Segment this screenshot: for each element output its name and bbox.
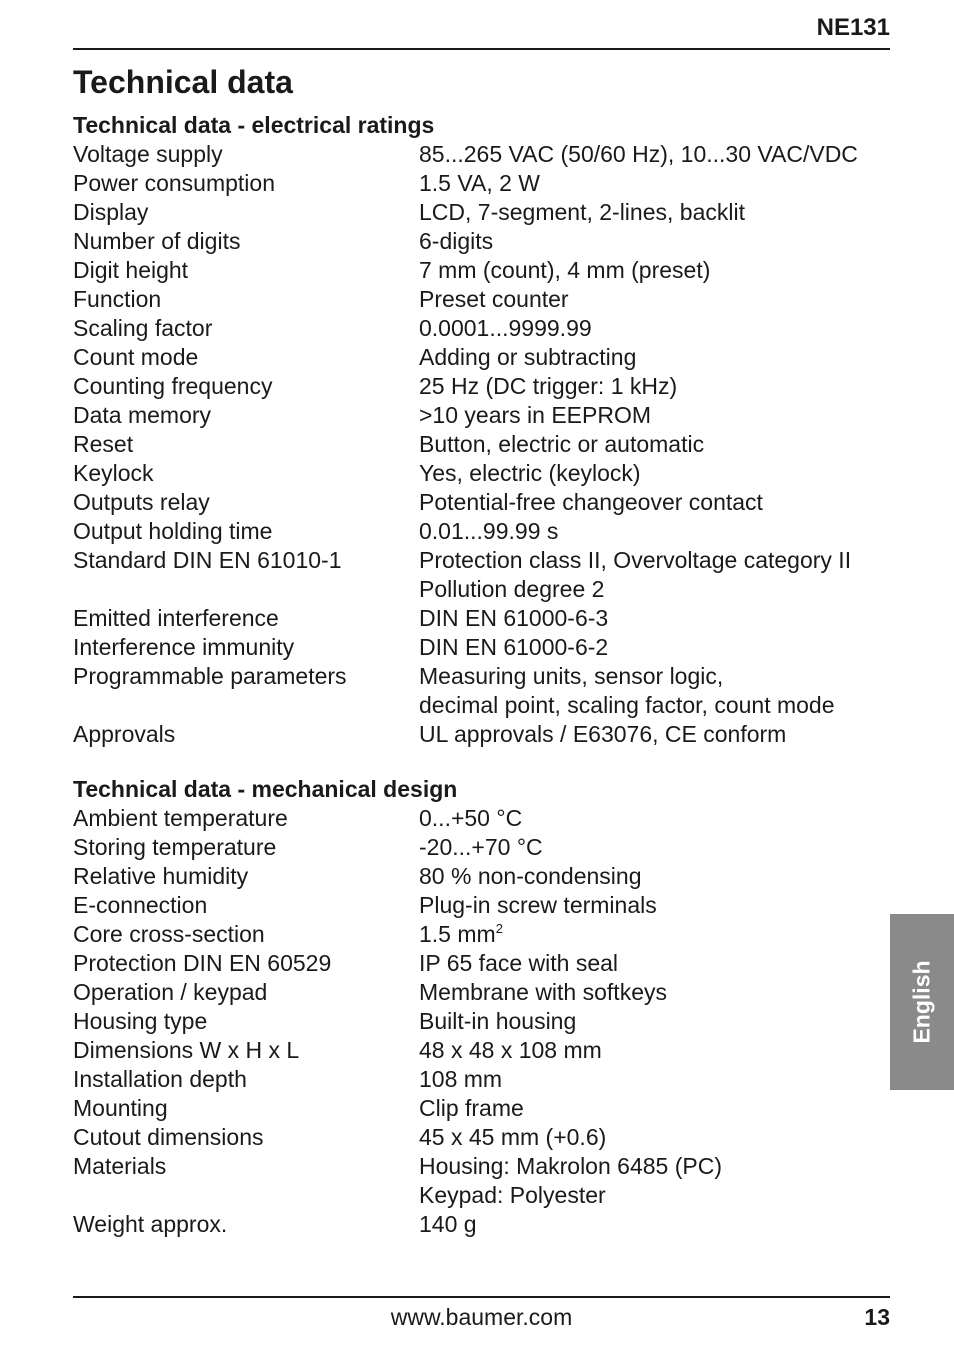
spec-row	[73, 140, 903, 169]
spec-value	[419, 401, 903, 430]
spec-value	[419, 833, 903, 862]
spec-value	[419, 949, 903, 978]
spec-value	[419, 1210, 903, 1239]
spec-value	[419, 314, 903, 343]
spec-row	[73, 198, 903, 227]
spec-row	[73, 1210, 903, 1239]
spec-value-line: Button, electric or automatic	[419, 431, 705, 457]
spec-row	[73, 662, 903, 720]
spec-value-line: -20...+70 °C	[419, 834, 543, 860]
spec-value	[419, 1152, 903, 1210]
spec-value-line: UL approvals / E63076, CE conform	[419, 721, 787, 747]
spec-value	[419, 459, 903, 488]
spec-row	[73, 343, 903, 372]
spec-label: Output holding time	[73, 518, 273, 544]
spec-value-line: 7 mm (count), 4 mm (preset)	[419, 257, 711, 283]
spec-value-line: 1.5 VA, 2 W	[419, 170, 541, 196]
spec-value-line	[419, 920, 903, 949]
page-number: 13	[864, 1304, 890, 1330]
spec-value-line: 85...265 VAC (50/60 Hz), 10...30 VAC/VDC	[419, 141, 858, 167]
spec-value	[419, 430, 903, 459]
spec-value	[419, 804, 903, 833]
spec-value-line: >10 years in EEPROM	[419, 402, 652, 428]
spec-value-line: 108 mm	[419, 1066, 503, 1092]
spec-row	[73, 517, 903, 546]
spec-label: Display	[73, 199, 149, 225]
spec-value	[419, 1123, 903, 1152]
spec-value	[419, 891, 903, 920]
spec-value-line: Yes, electric (keylock)	[419, 460, 641, 486]
spec-value	[419, 517, 903, 546]
spec-value-line: 25 Hz (DC trigger: 1 kHz)	[419, 373, 678, 399]
spec-value-text: 1.5 mm	[419, 921, 496, 947]
page-header	[73, 12, 890, 50]
spec-value-line: Membrane with softkeys	[419, 979, 667, 1005]
spec-value-line: 6-digits	[419, 228, 494, 254]
spec-row	[73, 488, 903, 517]
spec-label: Function	[73, 286, 162, 312]
spec-row	[73, 891, 903, 920]
spec-table	[73, 804, 903, 1239]
spec-value	[419, 604, 903, 633]
spec-row	[73, 1036, 903, 1065]
spec-label: Installation depth	[73, 1066, 247, 1092]
spec-label: Emitted interference	[73, 605, 279, 631]
spec-row	[73, 1123, 903, 1152]
spec-value	[419, 1065, 903, 1094]
spec-row	[73, 169, 903, 198]
spec-label: Power consumption	[73, 170, 275, 196]
spec-label: Mounting	[73, 1095, 168, 1121]
spec-value-line: Keypad: Polyester	[419, 1182, 606, 1208]
spec-value	[419, 1036, 903, 1065]
spec-value	[419, 169, 903, 198]
spec-value-line: Potential-free changeover contact	[419, 489, 763, 515]
spec-value-line: Housing: Makrolon 6485 (PC)	[419, 1153, 722, 1179]
spec-label: Programmable parameters	[73, 663, 347, 689]
spec-value	[419, 372, 903, 401]
spec-label: Core cross-section	[73, 921, 265, 947]
spec-value	[419, 633, 903, 662]
spec-row	[73, 604, 903, 633]
language-tab[interactable]	[890, 914, 954, 1090]
spec-label: Approvals	[73, 721, 176, 747]
spec-label: Housing type	[73, 1008, 208, 1034]
spec-row	[73, 459, 903, 488]
spec-table	[73, 140, 903, 749]
spec-value-line: 48 x 48 x 108 mm	[419, 1037, 602, 1063]
spec-value-line: DIN EN 61000-6-2	[419, 634, 609, 660]
spec-label: Standard DIN EN 61010-1	[73, 547, 342, 573]
spec-row	[73, 401, 903, 430]
spec-label: Dimensions W x H x L	[73, 1037, 300, 1063]
language-label: English	[908, 960, 935, 1044]
spec-row	[73, 1152, 903, 1210]
spec-value	[419, 1094, 903, 1123]
spec-value-line: 45 x 45 mm (+0.6)	[419, 1124, 607, 1150]
spec-row	[73, 949, 903, 978]
spec-value	[419, 198, 903, 227]
spec-label: E-connection	[73, 892, 208, 918]
spec-value-line: Pollution degree 2	[419, 576, 605, 602]
spec-value-line: Clip frame	[419, 1095, 524, 1121]
spec-row	[73, 227, 903, 256]
spec-value	[419, 227, 903, 256]
spec-value	[419, 285, 903, 314]
spec-value-line: Adding or subtracting	[419, 344, 637, 370]
spec-row	[73, 314, 903, 343]
spec-value-line: Measuring units, sensor logic,	[419, 663, 724, 689]
spec-value	[419, 488, 903, 517]
spec-label: Outputs relay	[73, 489, 210, 515]
spec-label: Protection DIN EN 60529	[73, 950, 332, 976]
website-url: www.baumer.com	[390, 1304, 573, 1330]
spec-label: Voltage supply	[73, 141, 223, 167]
spec-label: Weight approx.	[73, 1211, 228, 1237]
spec-value-line: LCD, 7-segment, 2-lines, backlit	[419, 199, 745, 225]
spec-value-line: 0.0001...9999.99	[419, 315, 592, 341]
spec-value	[419, 343, 903, 372]
spec-row	[73, 804, 903, 833]
spec-label: Scaling factor	[73, 315, 213, 341]
electrical-ratings-section	[73, 111, 903, 749]
spec-value	[419, 920, 903, 949]
spec-label: Cutout dimensions	[73, 1124, 264, 1150]
spec-value-line: Preset counter	[419, 286, 569, 312]
spec-label: Interference immunity	[73, 634, 295, 660]
spec-value-line: decimal point, scaling factor, count mode	[419, 692, 835, 718]
spec-label: Digit height	[73, 257, 189, 283]
spec-value	[419, 1007, 903, 1036]
spec-value-line: 140 g	[419, 1211, 477, 1237]
spec-value-line: Built-in housing	[419, 1008, 577, 1034]
spec-value-line: Plug-in screw terminals	[419, 892, 657, 918]
spec-row	[73, 862, 903, 891]
spec-value	[419, 662, 903, 720]
spec-row	[73, 1065, 903, 1094]
spec-value-line: 0...+50 °C	[419, 805, 523, 831]
mechanical-design-section	[73, 775, 903, 1239]
spec-label: Ambient temperature	[73, 805, 288, 831]
spec-row	[73, 1094, 903, 1123]
spec-label: Counting frequency	[73, 373, 273, 399]
spec-row	[73, 430, 903, 459]
page-footer	[73, 1296, 890, 1338]
spec-value-line: IP 65 face with seal	[419, 950, 619, 976]
spec-label: Reset	[73, 431, 134, 457]
spec-value	[419, 140, 903, 169]
spec-row	[73, 720, 903, 749]
spec-label: Count mode	[73, 344, 199, 370]
spec-row	[73, 978, 903, 1007]
spec-value	[419, 862, 903, 891]
spec-row	[73, 920, 903, 949]
spec-label: Materials	[73, 1153, 167, 1179]
superscript: 2	[495, 921, 503, 936]
spec-value	[419, 546, 903, 604]
page-title: Technical data	[73, 64, 293, 100]
spec-value-line: Protection class II, Overvoltage category II	[419, 547, 852, 573]
spec-label: Storing temperature	[73, 834, 277, 860]
spec-row	[73, 1007, 903, 1036]
spec-row	[73, 372, 903, 401]
spec-value	[419, 978, 903, 1007]
spec-row	[73, 546, 903, 604]
spec-value-line: 0.01...99.99 s	[419, 518, 559, 544]
spec-label: Number of digits	[73, 228, 241, 254]
spec-row	[73, 256, 903, 285]
spec-row	[73, 833, 903, 862]
spec-label: Relative humidity	[73, 863, 249, 889]
model-number: NE131	[816, 14, 890, 41]
spec-row	[73, 633, 903, 662]
section-title: Technical data - mechanical design	[73, 776, 458, 802]
spec-value	[419, 256, 903, 285]
spec-label: Operation / keypad	[73, 979, 268, 1005]
spec-label: Keylock	[73, 460, 154, 486]
spec-value	[419, 720, 903, 749]
spec-value-line: DIN EN 61000-6-3	[419, 605, 609, 631]
spec-value-line: 80 % non-condensing	[419, 863, 642, 889]
spec-label: Data memory	[73, 402, 212, 428]
spec-row	[73, 285, 903, 314]
section-title: Technical data - electrical ratings	[73, 112, 435, 138]
